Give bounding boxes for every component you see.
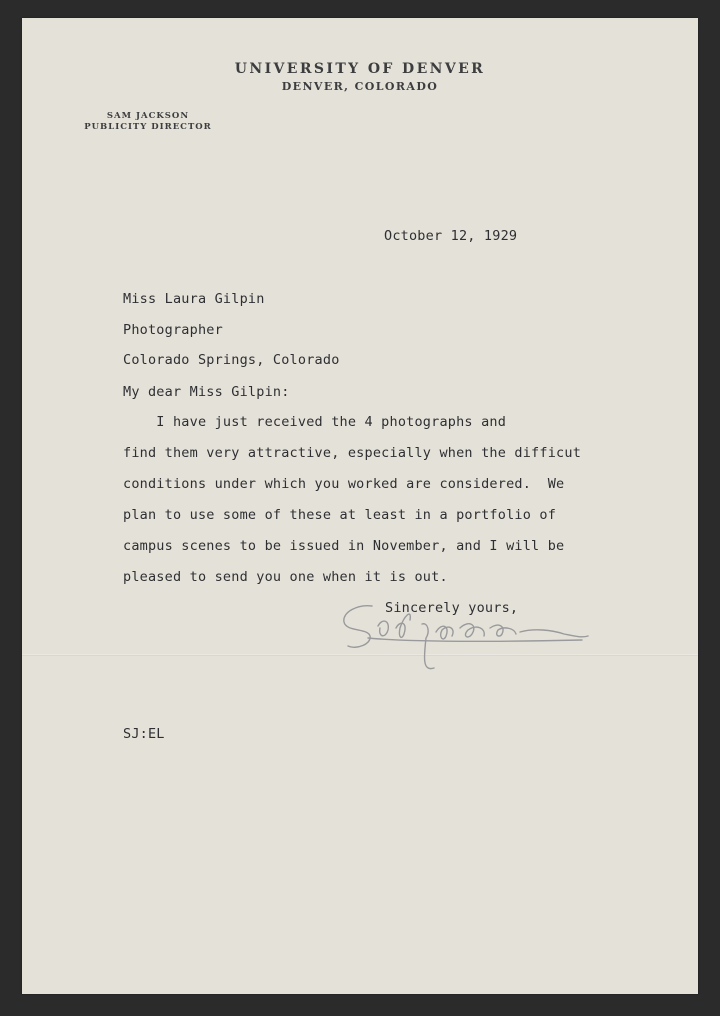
letter-sheet	[22, 18, 698, 994]
salutation: My dear Miss Gilpin:	[123, 384, 290, 400]
letterhead-city: DENVER, COLORADO	[281, 80, 439, 93]
typist-initials: SJ:EL	[123, 726, 165, 742]
body-line: pleased to send you one when it is out.	[123, 569, 448, 585]
closing: Sincerely yours,	[385, 600, 519, 616]
body-line: plan to use some of these at least in a portfolio of	[123, 507, 557, 523]
body-line: conditions under which you worked are considered. We	[123, 476, 565, 492]
recipient-name: Miss Laura Gilpin	[123, 291, 265, 307]
letterhead-institution: UNIVERSITY OF DENVER	[234, 61, 486, 77]
sender-block	[68, 111, 228, 133]
sender-name: SAM JACKSON	[106, 111, 190, 121]
recipient-profession: Photographer	[123, 322, 223, 338]
body-line: campus scenes to be issued in November, and I will be	[123, 538, 565, 554]
body-line: find them very attractive, especially when the difficut	[123, 445, 582, 461]
letter-date: October 12, 1929	[384, 228, 518, 244]
handwritten-signature	[338, 598, 594, 678]
recipient-location: Colorado Springs, Colorado	[123, 352, 340, 368]
sender-title: PUBLICITY DIRECTOR	[84, 122, 212, 132]
body-line: I have just received the 4 photographs and	[123, 414, 507, 430]
